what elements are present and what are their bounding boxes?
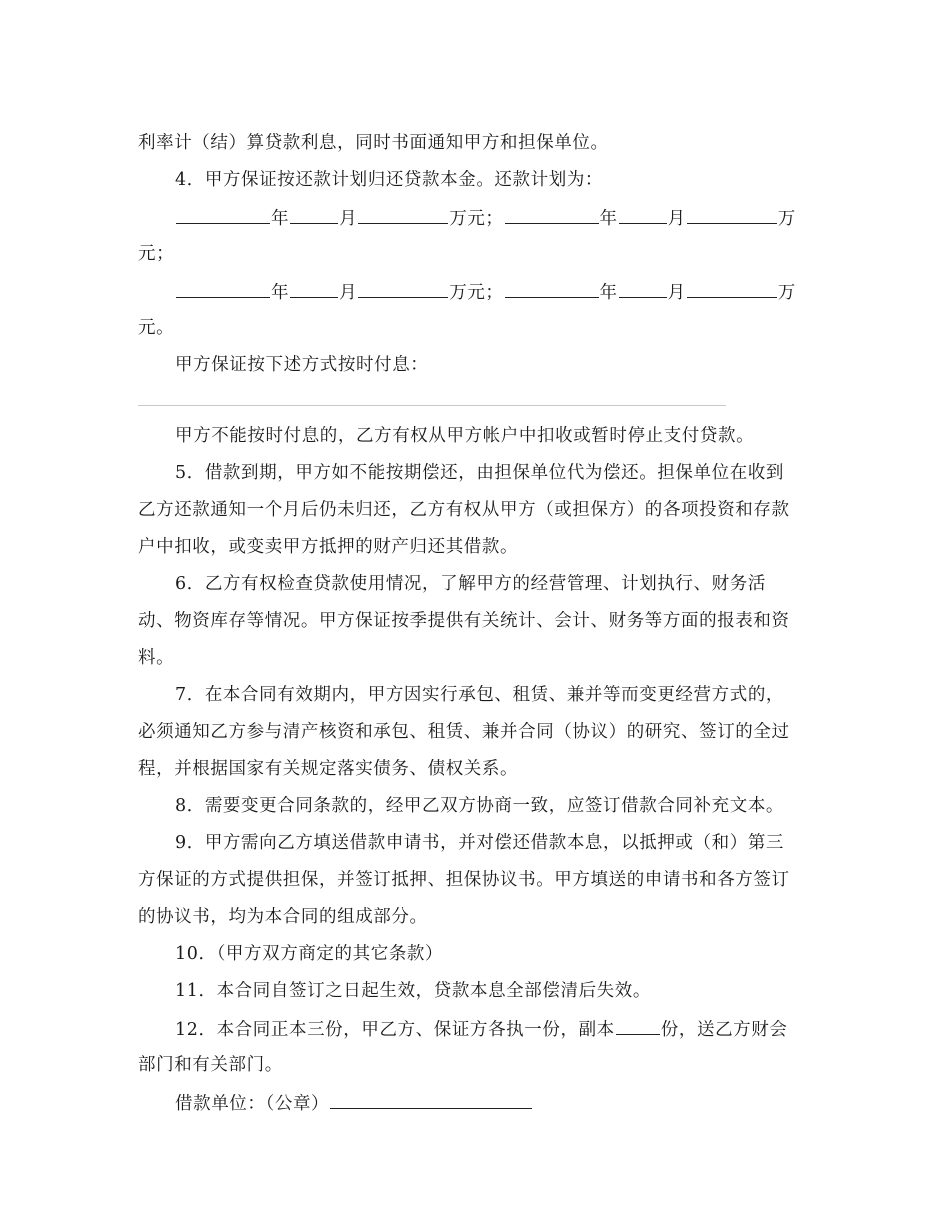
text-line: 程，并根据国家有关规定落实债务、债权关系。: [138, 759, 519, 779]
interest-method-blank-line[interactable]: [138, 405, 726, 406]
text-line: 动、物资库存等情况。甲方保证按季提供有关统计、会计、财务等方面的报表和资: [138, 611, 790, 631]
amount-blank[interactable]: [687, 205, 777, 224]
text-line: 户中扣收，或变卖甲方抵押的财产归还其借款。: [138, 537, 519, 557]
text-line: 元；: [138, 244, 175, 264]
clause-12: [175, 1016, 815, 1042]
year-blank[interactable]: [176, 279, 270, 298]
month-blank[interactable]: [619, 279, 667, 298]
text-line: 乙方还款通知一个月后仍未归还，乙方有权从甲方（或担保方）的各项投资和存款: [138, 500, 790, 520]
interest-method-label: 甲方保证按下述方式按时付息：: [175, 355, 429, 375]
wan-label: 万: [777, 209, 796, 229]
borrower-seal-blank[interactable]: [330, 1090, 532, 1109]
clause-11: 11．本合同自签订之日起生效，贷款本息全部偿清后失效。: [175, 981, 651, 1001]
clause-5: 5．借款到期，甲方如不能按期偿还，由担保单位代为偿还。担保单位在收到: [175, 463, 785, 483]
signature-row: [175, 1090, 815, 1116]
year-label: 年: [271, 283, 290, 303]
amount-blank[interactable]: [358, 279, 448, 298]
text-line: 必须通知乙方参与清产核资和承包、租赁、兼并合同（协议）的研究、签订的全过: [138, 722, 790, 742]
text-line: 利率计（结）算贷款利息，同时书面通知甲方和担保单位。: [138, 133, 609, 153]
text-line: 部门和有关部门。: [138, 1055, 283, 1075]
clause-12-text: 12．本合同正本三份，甲乙方、保证方各执一份，副本: [175, 1020, 615, 1040]
borrower-seal-label: 借款单位：（公章）: [175, 1094, 330, 1114]
clause-7: 7．在本合同有效期内，甲方因实行承包、租赁、兼并等而变更经营方式的，: [175, 685, 785, 705]
month-label: 月: [667, 283, 686, 303]
amount-label: 万元；: [449, 283, 504, 303]
month-blank[interactable]: [290, 279, 338, 298]
copies-blank[interactable]: [616, 1016, 660, 1035]
year-blank[interactable]: [505, 205, 599, 224]
year-blank[interactable]: [176, 205, 270, 224]
year-blank[interactable]: [505, 279, 599, 298]
year-label: 年: [599, 209, 618, 229]
amount-blank[interactable]: [687, 279, 777, 298]
year-label: 年: [271, 209, 290, 229]
schedule-row-2: [175, 279, 815, 305]
text-line: 甲方不能按时付息的，乙方有权从甲方帐户中扣收或暂时停止支付贷款。: [175, 426, 755, 446]
text-line: 方保证的方式提供担保，并签订抵押、担保协议书。甲方填送的申请书和各方签订: [138, 870, 790, 890]
month-label: 月: [339, 283, 358, 303]
clause-10: 10．（甲方双方商定的其它条款）: [175, 944, 444, 964]
month-blank[interactable]: [290, 205, 338, 224]
clause-4: 4．甲方保证按还款计划归还贷款本金。还款计划为：: [175, 170, 604, 190]
year-label: 年: [599, 283, 618, 303]
clause-6: 6．乙方有权检查贷款使用情况，了解甲方的经营管理、计划执行、财务活: [175, 574, 766, 594]
amount-blank[interactable]: [358, 205, 448, 224]
month-blank[interactable]: [619, 205, 667, 224]
wan-label: 万: [777, 283, 796, 303]
text-line: 的协议书，均为本合同的组成部分。: [138, 907, 428, 927]
text-line: 料。: [138, 648, 175, 668]
month-label: 月: [667, 209, 686, 229]
text-line: 元。: [138, 318, 175, 338]
clause-12-text-end: 份，送乙方财会: [660, 1020, 788, 1040]
month-label: 月: [339, 209, 358, 229]
schedule-row-1: [175, 205, 815, 231]
clause-8: 8．需要变更合同条款的，经甲乙双方协商一致，应签订借款合同补充文本。: [175, 796, 785, 816]
amount-label: 万元；: [449, 209, 504, 229]
clause-9: 9．甲方需向乙方填送借款申请书，并对偿还借款本息，以抵押或（和）第三: [175, 833, 785, 853]
